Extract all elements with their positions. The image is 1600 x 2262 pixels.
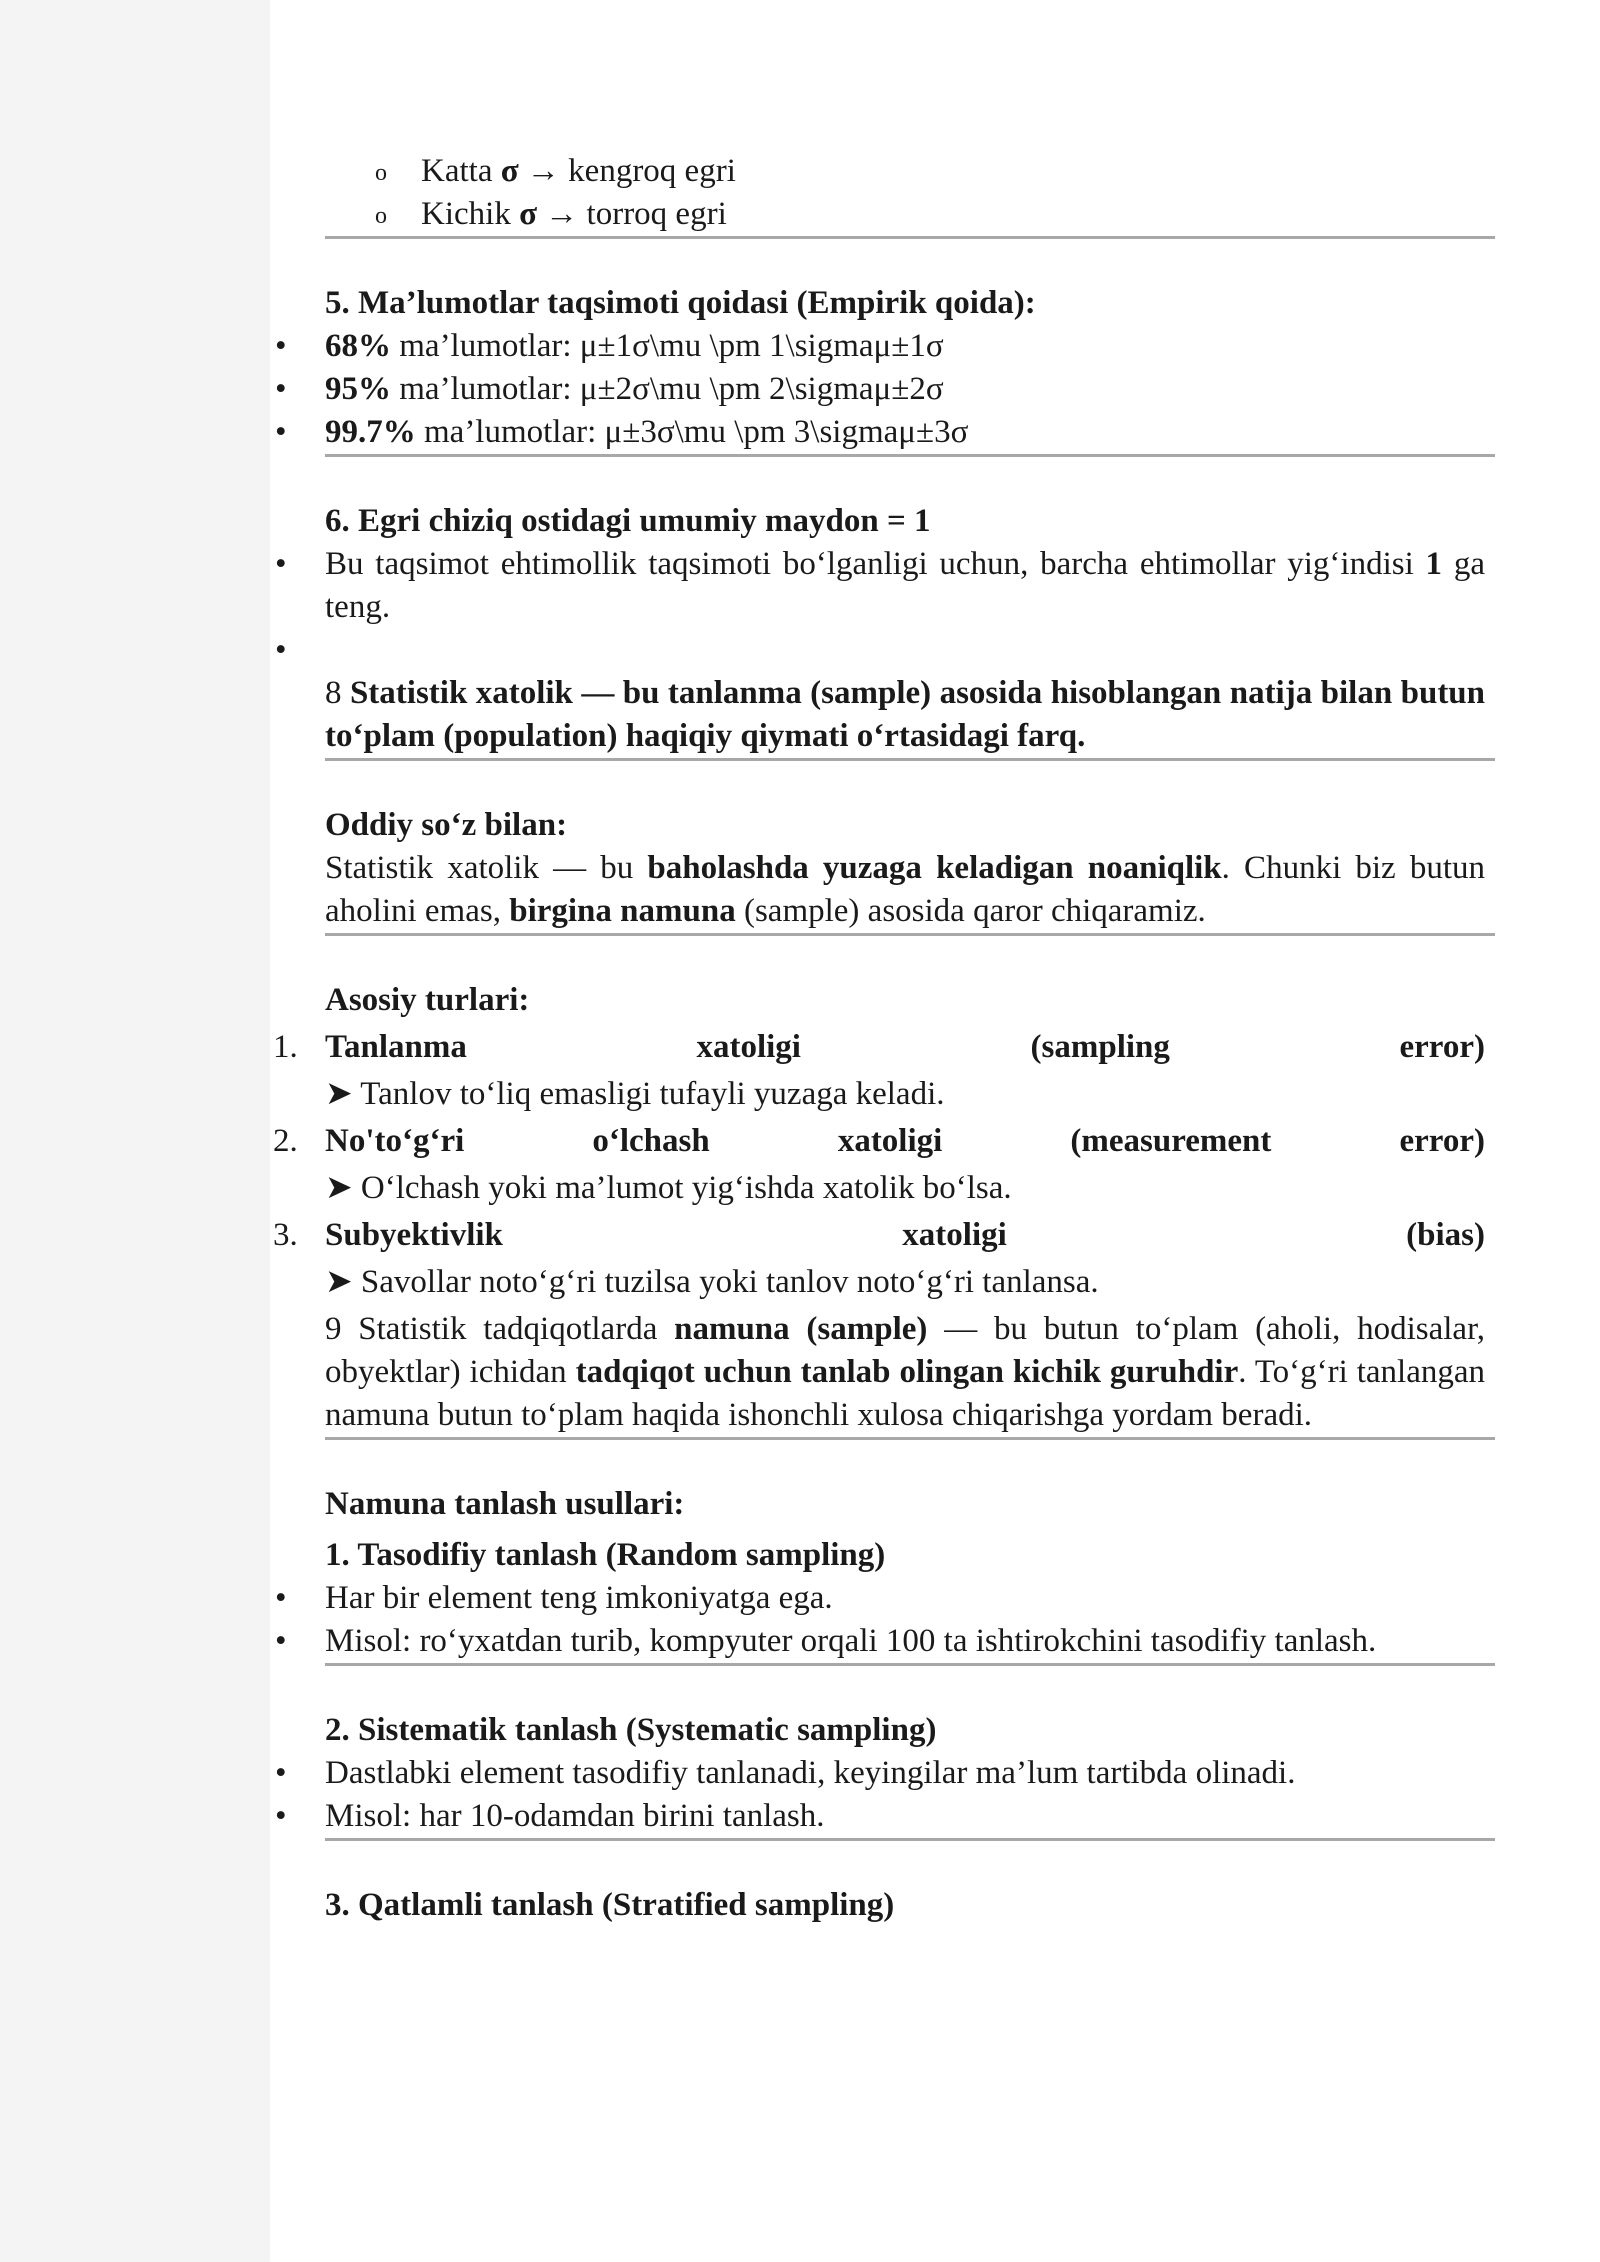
paragraph-sample: 9 Statistik tadqiqotlarda namuna (sample) — bu butun to‘plam (aholi, hodisalar, obyektlar) ichidan tadqiqot uchun tanlab olingan kichik guruhdir. To‘g‘ri tanlangan namuna butun to‘plam haqida ishonchli xulosa chiqarishga yordam beradi. [325,1311,1486,1433]
list-item: • 95% ma’lumotlar: μ±2σ\mu \pm 2\sigmaμ±2σ [325,368,1485,411]
empty-list-item [325,629,1485,672]
numbered-item: 1. Tanlanma xatoligi (sampling error) [273,1029,1485,1065]
list-item: • 68% ma’lumotlar: μ±1σ\mu \pm 1\sigmaμ±1σ [325,325,1485,368]
list-item: • Dastlabki element tasodifiy tanlanadi, keyingilar ma’lum tartibda olinadi. [325,1752,1485,1795]
item-description: ➤ Savollar noto‘g‘ri tuzilsa yoki tanlov noto‘g‘ri tanlansa. [325,1264,1099,1300]
numbered-item: 3. Subyektivlik xatoligi (bias) [273,1217,1485,1253]
paragraph: • Bu taqsimot ehtimollik taqsimoti bo‘lganligi uchun, barcha ehtimollar yig‘indisi 1 ga teng. [325,543,1485,629]
paragraph: Statistik xatolik — bu baholashda yuzaga keladigan noaniqlik. Chunki biz butun aholini emas, birgina namuna (sample) asosida qaror chiqaramiz. [325,850,1485,929]
list-item: • Har bir element teng imkoniyatga ega. [325,1577,1485,1620]
subheading-sampling-methods: Namuna tanlash usullari: [325,1486,685,1522]
subheading-stratified-sampling: 3. Qatlamli tanlash (Stratified sampling) [325,1887,895,1923]
list-item-sigma-small: o Kichik σ → torroq egri [325,193,1485,236]
list-item: • 99.7% ma’lumotlar: μ±3σ\mu \pm 3\sigmaμ±3σ [325,411,1485,454]
section-heading-area: 6. Egri chiziq ostidagi umumiy maydon = 1 [325,503,931,539]
numbered-item: 2. No'to‘g‘ri o‘lchash xatoligi (measurement error) [273,1123,1485,1159]
item-description: ➤ Tanlov to‘liq emasligi tufayli yuzaga keladi. [325,1076,945,1112]
subheading-random-sampling: 1. Tasodifiy tanlash (Random sampling) [325,1537,886,1573]
item-description: ➤ O‘lchash yoki ma’lumot yig‘ishda xatolik bo‘lsa. [325,1170,1012,1206]
list-item: • Misol: har 10-odamdan birini tanlash. [325,1795,1485,1838]
subheading-main-types: Asosiy turlari: [325,982,530,1018]
subheading-simple-words: Oddiy so‘z bilan: [325,807,568,843]
subheading-systematic-sampling: 2. Sistematik tanlash (Systematic sampling) [325,1712,937,1748]
document-content [273,150,1486,1927]
list-item-sigma-large: o Katta σ → kengroq egri [325,150,1485,193]
section-heading-empirical-rule: 5. Ma’lumotlar taqsimoti qoidasi (Empirik qoida): [325,285,1036,321]
paragraph-statistical-error: 8 Statistik xatolik — bu tanlanma (sample) asosida hisoblangan natija bilan butun to‘plam (population) haqiqiy qiymati o‘rtasidagi farq. [325,675,1486,754]
list-item: • Misol: ro‘yxatdan turib, kompyuter orqali 100 ta ishtirokchini tasodifiy tanlash. [325,1620,1485,1663]
